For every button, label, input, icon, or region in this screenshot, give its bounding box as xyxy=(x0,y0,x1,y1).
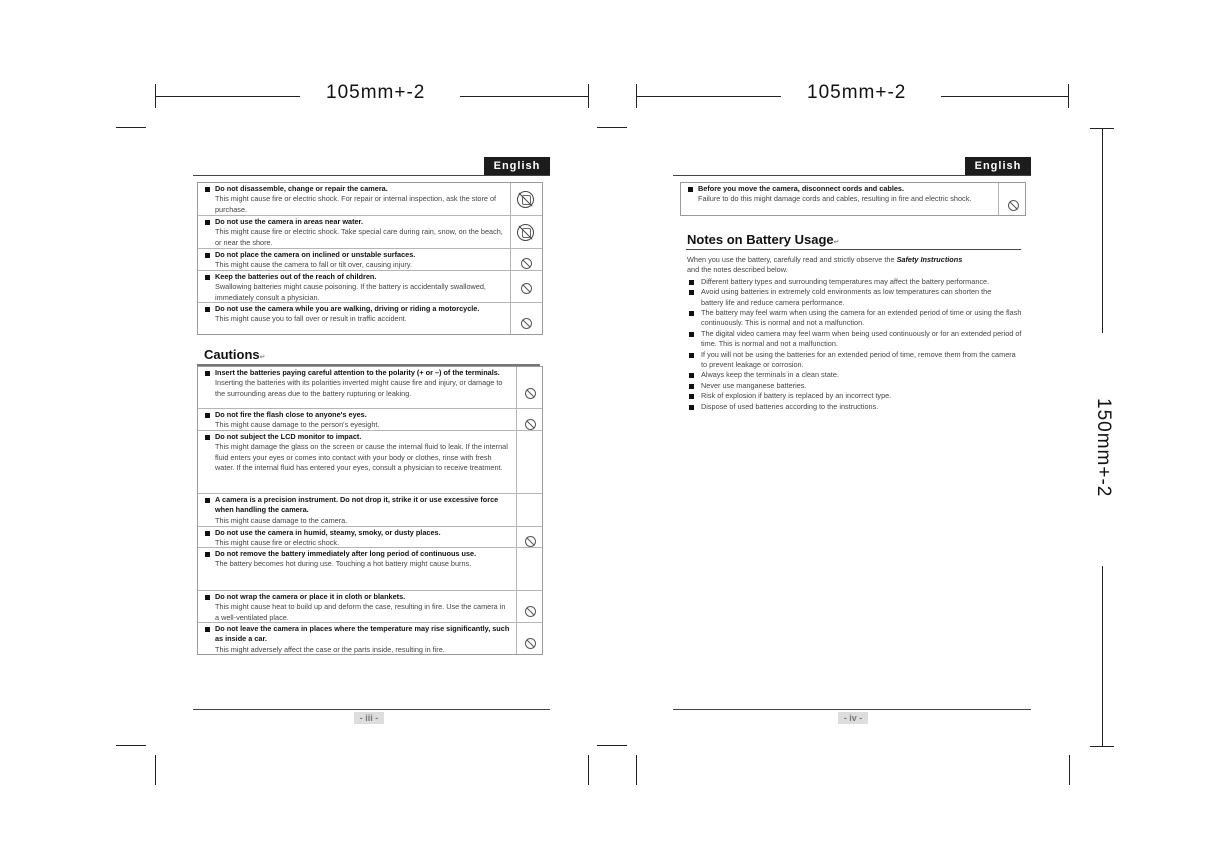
dim-tick-left-end xyxy=(588,84,589,108)
crop-mark xyxy=(116,127,146,128)
warning-title: Do not use the camera in areas near water. xyxy=(204,217,504,227)
crop-mark xyxy=(116,745,146,746)
list-item: Dispose of used batteries according to the instructions. xyxy=(687,402,1022,412)
cautions-title xyxy=(204,347,266,362)
battery-title xyxy=(687,232,840,247)
warning-body: Swallowing batteries might cause poisoning. If the battery is accidentally swallowed, immediately consult a physician. xyxy=(215,282,486,302)
table-row xyxy=(198,216,542,249)
list-item: Avoid using batteries in extremely cold environments as low temperatures can shorten the battery life and reduce camera performance. xyxy=(687,287,1022,308)
prohibited-icon xyxy=(525,536,536,547)
dim-height: 150mm+-2 xyxy=(1093,398,1114,498)
intro-suffix: and the notes described below. xyxy=(687,265,788,275)
dim-vert-tick-bottom xyxy=(1090,746,1114,747)
table-row xyxy=(198,409,542,431)
page-footer-rule-left xyxy=(193,709,550,710)
crop-mark xyxy=(597,127,627,128)
table-row xyxy=(198,591,542,623)
prohibited-icon xyxy=(521,318,532,329)
prohibited-icon xyxy=(1008,200,1019,211)
battery-intro xyxy=(687,255,1022,276)
cautions-title-text: Cautions xyxy=(204,347,260,362)
paragraph-mark-icon: ↵ xyxy=(833,239,840,246)
warning-body: This might cause the camera to fall or tilt over, causing injury. xyxy=(215,260,412,270)
warning-text xyxy=(204,272,504,303)
prohibited-icon xyxy=(525,388,536,399)
warning-text xyxy=(204,250,504,271)
caution-title: Do not leave the camera in places where the temperature may rise significantly, such as inside a car. xyxy=(204,624,510,645)
caution-title: Do not fire the flash close to anyone's eyes. xyxy=(204,410,510,420)
warning-text xyxy=(204,304,504,325)
list-item: Risk of explosion if battery is replaced by an incorrect type. xyxy=(687,391,1022,401)
cautions-table xyxy=(197,366,543,655)
caution-text xyxy=(204,368,510,399)
warning-title: Before you move the camera, disconnect cords and cables. xyxy=(687,184,993,194)
dim-line-left-b xyxy=(460,96,588,97)
warning-text xyxy=(204,217,504,248)
paragraph-mark-icon: ↵ xyxy=(259,354,266,361)
caution-body: This might cause damage to the person's eyesight. xyxy=(215,420,380,430)
table-row xyxy=(198,431,542,494)
warning-title: Do not place the camera on inclined or unstable surfaces. xyxy=(204,250,504,260)
move-warning-table xyxy=(680,182,1026,216)
prohibited-icon xyxy=(525,606,536,617)
caution-text xyxy=(204,495,510,526)
caution-text xyxy=(204,410,510,431)
table-row xyxy=(198,623,542,654)
page-footer-rule-right xyxy=(673,709,1031,710)
table-row xyxy=(198,303,542,334)
prohibited-icon xyxy=(521,258,532,269)
caution-title: Do not remove the battery immediately after long period of continuous use. xyxy=(204,549,510,559)
table-row xyxy=(198,249,542,271)
caution-body: This might cause heat to build up and deform the case, resulting in fire. Use the camera in a well-ventilated place. xyxy=(215,602,506,622)
caution-title: A camera is a precision instrument. Do not drop it, strike it or use excessive force when handling the camera. xyxy=(204,495,510,516)
dim-tick-right-end xyxy=(1068,84,1069,108)
dim-line-right-a xyxy=(636,96,781,97)
dim-line-right-b xyxy=(941,96,1069,97)
list-item: The digital video camera may feel warm when being used continuously or for an extended period of time. This is normal and not a malfunction. xyxy=(687,329,1022,350)
caution-body: Inserting the batteries with its polarities inverted might cause fire and injury, or damage to the surrounding areas due to the battery rupturing or leaking. xyxy=(215,378,503,398)
caution-text xyxy=(204,432,510,473)
caution-body: This might damage the glass on the screen or cause the internal fluid to leak. If the internal fluid enters your eyes or comes into contact with your body or clothes, rinse with fresh water. If the internal fluid has entered your eyes, consult a physician to receive treatment. xyxy=(215,442,508,472)
list-item: If you will not be using the batteries for an extended period of time, remove them from the camera to prevent leakage or corrosion. xyxy=(687,350,1022,371)
caution-text xyxy=(204,592,510,623)
battery-rule xyxy=(686,249,1021,250)
caution-title: Insert the batteries paying careful attention to the polarity (+ or –) of the terminals. xyxy=(204,368,510,378)
crop-mark xyxy=(636,755,637,785)
prohibited-icon xyxy=(525,638,536,649)
intro-prefix: When you use the battery, carefully read and strictly observe the xyxy=(687,255,895,264)
table-row xyxy=(198,367,542,409)
warning-text xyxy=(204,184,504,215)
no-touch-icon xyxy=(517,224,534,241)
warning-body: Failure to do this might damage cords and cables, resulting in fire and electric shock. xyxy=(698,194,972,204)
caution-text xyxy=(204,549,510,570)
warning-text xyxy=(687,184,993,205)
battery-title-text: Notes on Battery Usage xyxy=(687,232,834,247)
warning-title: Keep the batteries out of the reach of children. xyxy=(204,272,504,282)
list-item: Never use manganese batteries. xyxy=(687,381,1022,391)
list-item: Always keep the terminals in a clean state. xyxy=(687,370,1022,380)
caution-body: This might cause damage to the camera. xyxy=(215,515,348,525)
warnings-table xyxy=(197,182,543,335)
crop-mark xyxy=(155,755,156,785)
dim-width-left: 105mm+-2 xyxy=(326,82,426,103)
page-number-right: - iv - xyxy=(838,712,868,724)
list-item: Different battery types and surrounding temperatures may affect the battery performance. xyxy=(687,277,1022,287)
caution-body: This might cause fire or electric shock. xyxy=(215,538,340,548)
prohibited-icon xyxy=(525,419,536,430)
table-row xyxy=(198,183,542,216)
table-row xyxy=(198,494,542,527)
warning-body: This might cause fire or electric shock. For repair or internal inspection, ask the store of purchase. xyxy=(215,194,497,214)
table-row xyxy=(198,271,542,303)
prohibited-icon xyxy=(521,283,532,294)
caution-body: This might adversely affect the case or the parts inside, resulting in fire. xyxy=(215,644,445,654)
caution-title: Do not subject the LCD monitor to impact. xyxy=(204,432,510,442)
battery-notes xyxy=(687,255,1022,412)
no-touch-icon xyxy=(517,191,534,208)
language-tag-right: English xyxy=(965,157,1031,175)
table-row xyxy=(198,527,542,548)
page-header-rule-right xyxy=(673,175,1031,176)
intro-emphasis: Safety Instructions xyxy=(896,255,963,264)
page-header-rule-left xyxy=(193,175,550,176)
dim-line-left-a xyxy=(155,96,300,97)
warning-body: This might cause you to fall over or result in traffic accident. xyxy=(215,314,407,324)
crop-mark xyxy=(1069,755,1070,785)
icon-column xyxy=(998,183,999,215)
caution-body: The battery becomes hot during use. Touching a hot battery might cause burns. xyxy=(215,559,472,569)
dim-vert-line-b xyxy=(1102,566,1103,746)
crop-mark xyxy=(588,755,589,785)
warning-title: Do not disassemble, change or repair the camera. xyxy=(204,184,504,194)
page-number-left: - iii - xyxy=(354,712,384,724)
language-tag-left: English xyxy=(484,157,550,175)
caution-text xyxy=(204,528,510,549)
caution-title: Do not use the camera in humid, steamy, smoky, or dusty places. xyxy=(204,528,510,538)
crop-mark xyxy=(597,745,627,746)
list-item: The battery may feel warm when using the camera for an extended period of time or using the flash continuously. This is normal and not a malfunction. xyxy=(687,308,1022,329)
warning-title: Do not use the camera while you are walking, driving or riding a motorcycle. xyxy=(204,304,504,314)
table-row xyxy=(198,548,542,591)
caution-text xyxy=(204,624,510,655)
warning-body: This might cause fire or electric shock. Take special care during rain, snow, on the beach, or near the shore. xyxy=(215,227,503,247)
dim-width-right: 105mm+-2 xyxy=(807,82,907,103)
caution-title: Do not wrap the camera or place it in cloth or blankets. xyxy=(204,592,510,602)
dim-vert-line-a xyxy=(1102,128,1103,333)
